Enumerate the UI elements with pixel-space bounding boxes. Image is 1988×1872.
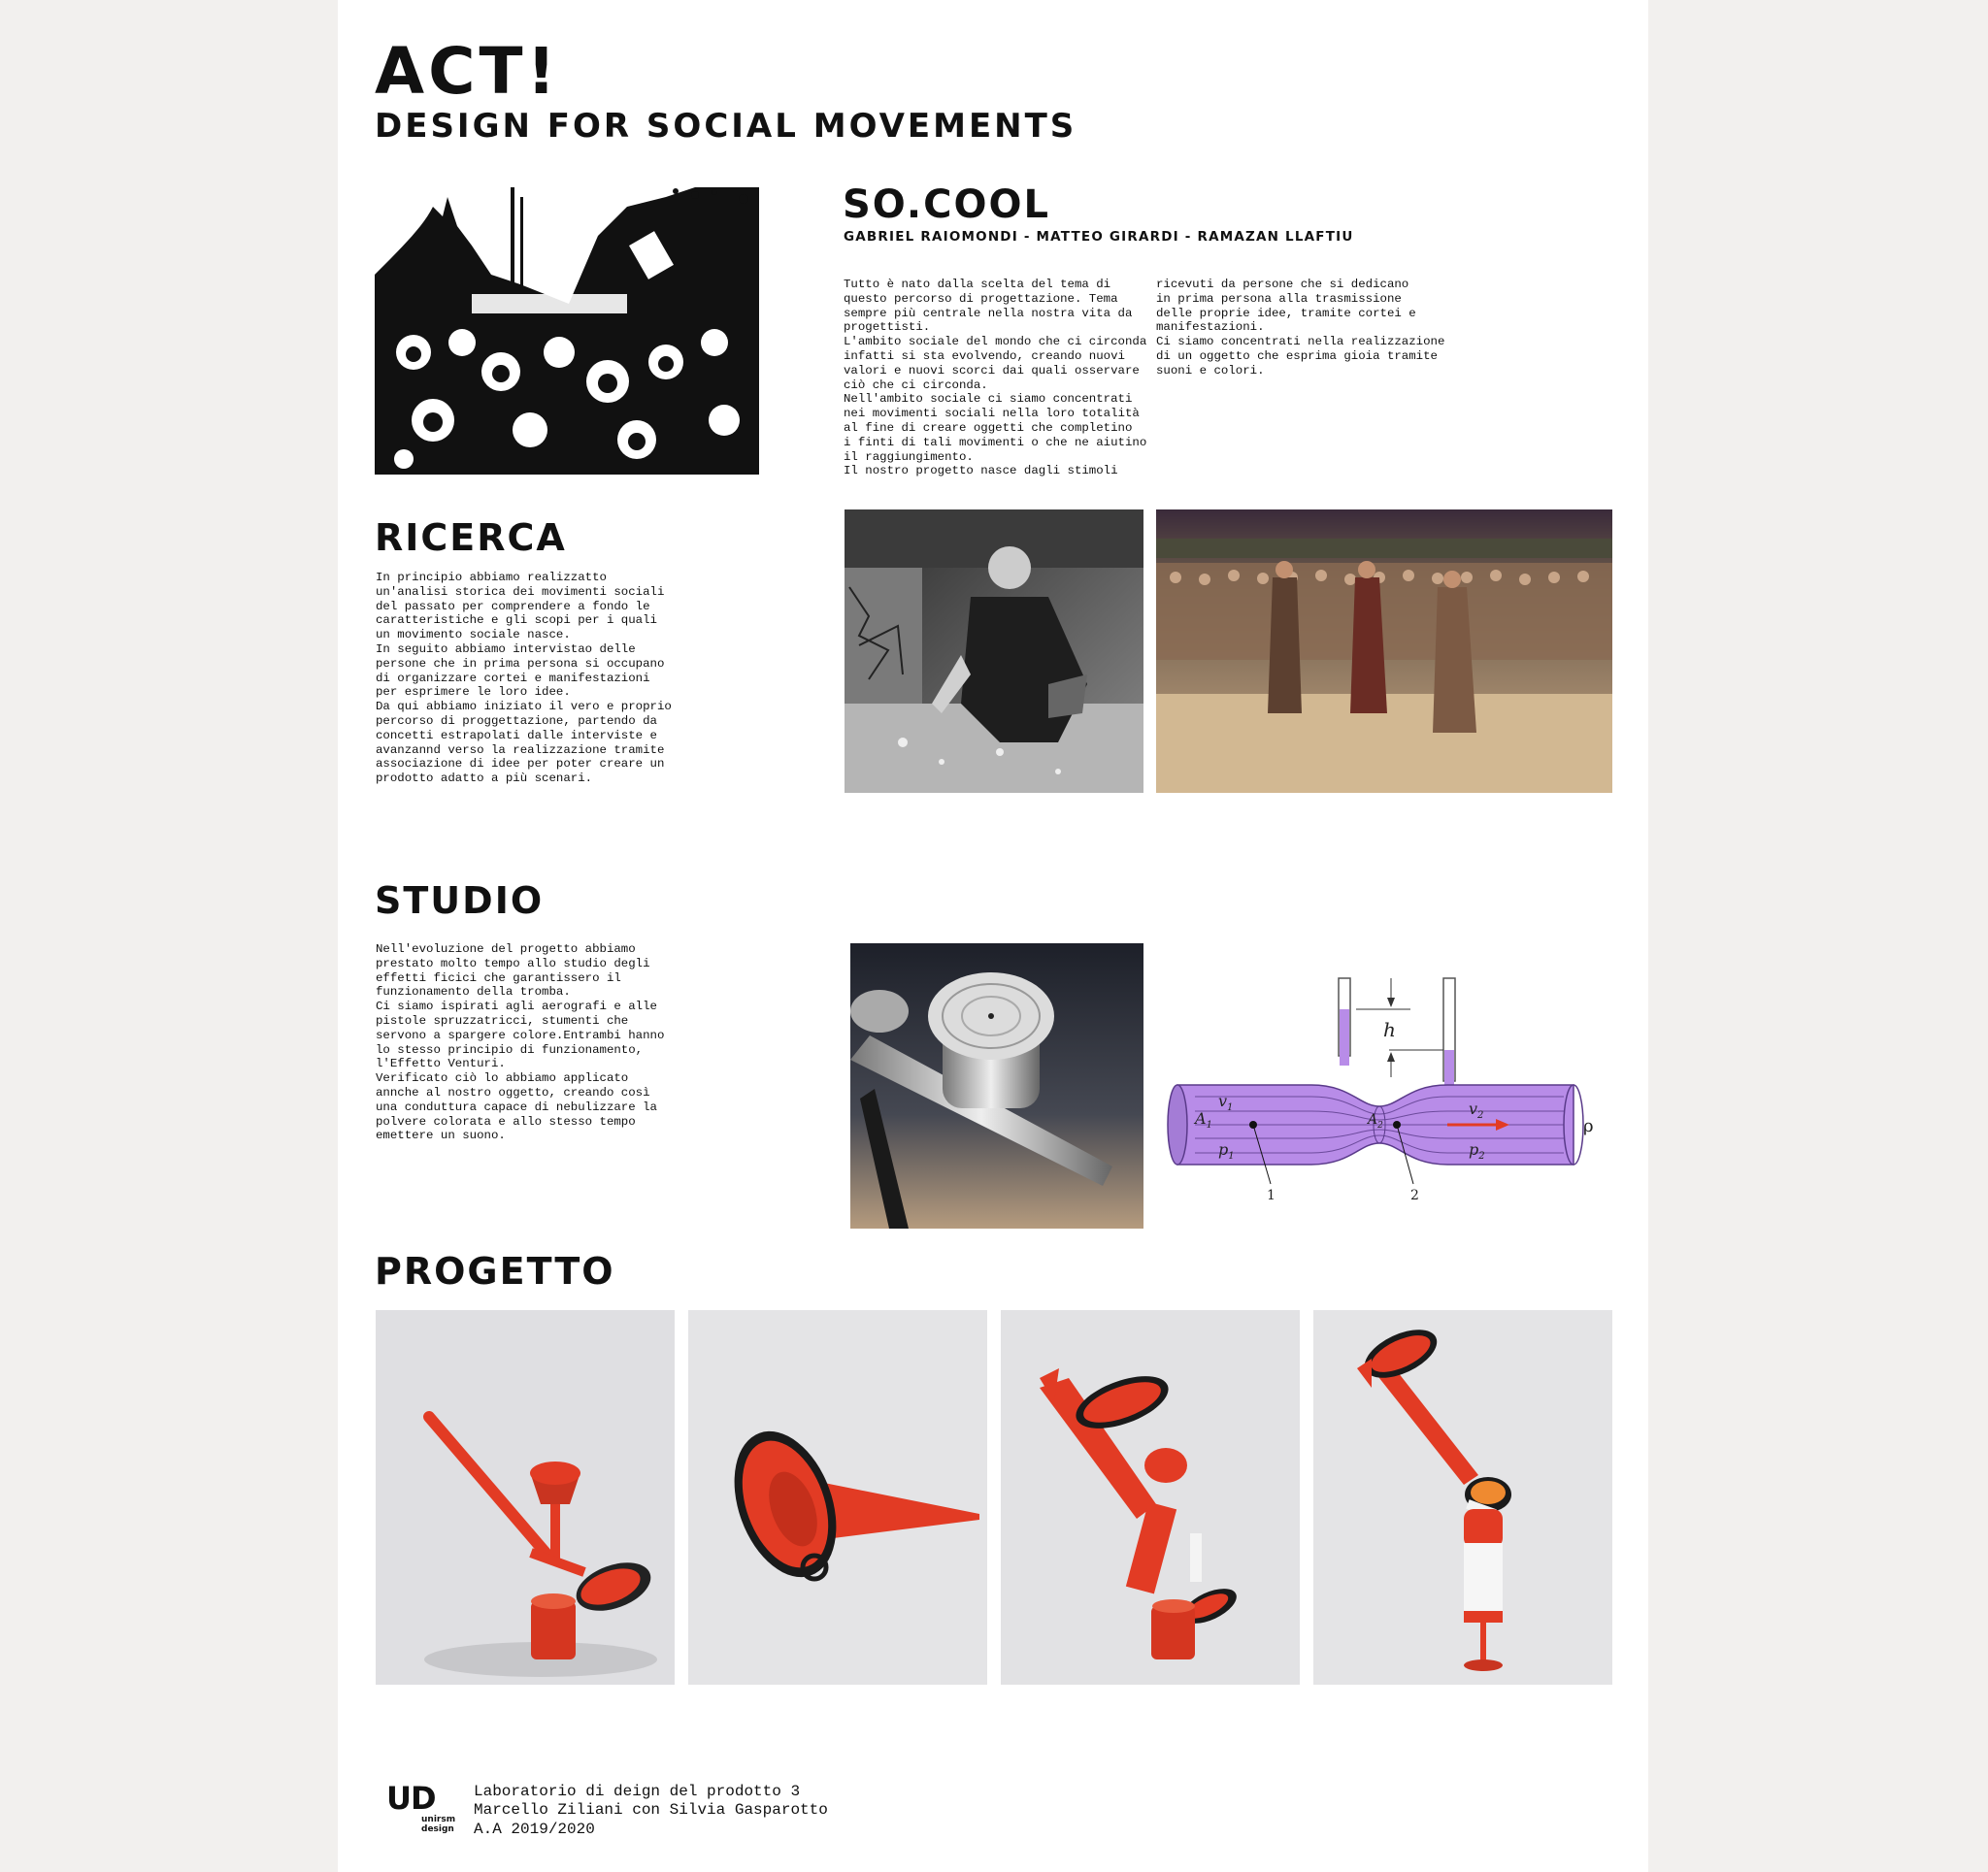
label-rho: ρ bbox=[1583, 1116, 1594, 1136]
poster-title: ACT! bbox=[375, 34, 560, 109]
ricerca-text: In principio abbiamo realizzatto un'analisi storica dei movimenti sociali del passato per comprendere a fondo le caratteristiche e gli scopi per i quali un movimento sociale nasce. In seguito abbiamo intervistao delle persone che in prima persona si occupano di organizzare cortei e manifestazioni per esprimere le loro idee. Da qui abbiamo iniziato il vero e proprio percorso di proggettazione, partendo da concetti estrapolati dalle interviste e avanzannd verso la realizzazione tramite associazione di idee per poter creare un prodotto adatto a più scenari. bbox=[376, 571, 672, 786]
intro-text-col2: ricevuti da persone che si dedicano in prima persona alla trasmissione delle proprie idee, tramite cortei e manifestazioni. Ci siamo concentrati nella realizzazione di un oggetto che esprima gioia tramite suoni e colori. bbox=[1156, 278, 1445, 378]
label-v1: v bbox=[1218, 1092, 1228, 1110]
footer-line-3: A.A 2019/2020 bbox=[474, 1821, 595, 1838]
project-title: SO.COOL bbox=[843, 182, 1050, 227]
artist-photo-illustration bbox=[845, 509, 1143, 793]
airbrush-photo bbox=[850, 943, 1143, 1229]
painting-illustration bbox=[1156, 509, 1612, 793]
footer-line-1: Laboratorio di deign del prodotto 3 bbox=[474, 1783, 801, 1800]
product-photo-4 bbox=[1313, 1310, 1612, 1685]
label-p2: p bbox=[1469, 1140, 1479, 1159]
product-4-illustration bbox=[1313, 1310, 1612, 1685]
label-p1-sub: 1 bbox=[1228, 1151, 1235, 1162]
label-v2: v bbox=[1469, 1100, 1478, 1118]
intro-text-col1: Tutto è nato dalla scelta del tema di questo percorso di progettazione. Tema sempre più centrale nella nostra vita da progettisti. L'ambito sociale del mondo che ci circonda infatti si sta evolvendo, creando nuovi valori e nuovi scorci dai quali osservare ciò che ci circonda. Nell'ambito sociale ci siamo concentrati nei movimenti sociali nella loro totalità al fine di creare oggetti che completino i finti di tali movimenti o che ne aiutino il raggiungimento. Il nostro progetto nasce dagli stimoli bbox=[844, 278, 1147, 478]
airbrush-illustration bbox=[850, 943, 1143, 1229]
label-p2-sub: 2 bbox=[1478, 1151, 1485, 1162]
label-point-1: 1 bbox=[1267, 1188, 1276, 1203]
logo-line1: unirsm bbox=[421, 1815, 456, 1824]
poster-sheet bbox=[338, 0, 1648, 1872]
label-v1-sub: 1 bbox=[1227, 1102, 1234, 1113]
progetto-heading: PROGETTO bbox=[375, 1250, 615, 1293]
product-3-illustration bbox=[1001, 1310, 1300, 1685]
venturi-effect-diagram bbox=[1156, 961, 1612, 1213]
product-photo-2 bbox=[688, 1310, 987, 1685]
product-photo-1 bbox=[376, 1310, 675, 1685]
footer-line-2: Marcello Ziliani con Silvia Gasparotto bbox=[474, 1801, 828, 1819]
label-a1: A bbox=[1195, 1109, 1207, 1128]
protest-illustration bbox=[375, 187, 759, 475]
product-1-illustration bbox=[376, 1310, 675, 1685]
fourth-estate-painting bbox=[1156, 509, 1612, 793]
label-a2-sub: 2 bbox=[1377, 1121, 1383, 1131]
poster-subtitle: DESIGN FOR SOCIAL MOVEMENTS bbox=[375, 107, 1077, 146]
studio-heading: STUDIO bbox=[375, 879, 545, 922]
artist-painting-photo bbox=[845, 509, 1143, 793]
venturi-diagram bbox=[1156, 961, 1612, 1213]
university-logo bbox=[386, 1780, 456, 1840]
label-a2: A bbox=[1368, 1112, 1378, 1128]
label-a1-sub: 1 bbox=[1206, 1120, 1212, 1131]
label-p1: p bbox=[1218, 1140, 1229, 1159]
product-photo-3 bbox=[1001, 1310, 1300, 1685]
logo-mark: UD bbox=[386, 1780, 436, 1817]
label-v2-sub: 2 bbox=[1477, 1110, 1484, 1121]
ricerca-heading: RICERCA bbox=[375, 516, 567, 559]
project-authors: GABRIEL RAIOMONDI - MATTEO GIRARDI - RAMAZAN LLAFTIU bbox=[844, 229, 1354, 245]
label-h: h bbox=[1383, 1018, 1396, 1041]
label-point-2: 2 bbox=[1410, 1188, 1419, 1203]
logo-line2: design bbox=[421, 1824, 454, 1834]
studio-text: Nell'evoluzione del progetto abbiamo prestato molto tempo allo studio degli effetti ficici che garantissero il funzionamento della tromba. Ci siamo ispirati agli aerografi e alle pistole spruzzatricci, stumenti che servono a spargere colore.Entrambi hanno lo stesso principio di funzionamento, l'Effetto Venturi. Verificato ciò lo abbiamo applicato annche al nostro oggetto, creando così una conduttura capace di nebulizzare la polvere colorata e allo stesso tempo emettere un suono. bbox=[376, 942, 665, 1143]
product-2-illustration bbox=[688, 1310, 987, 1685]
protest-image bbox=[375, 187, 759, 475]
